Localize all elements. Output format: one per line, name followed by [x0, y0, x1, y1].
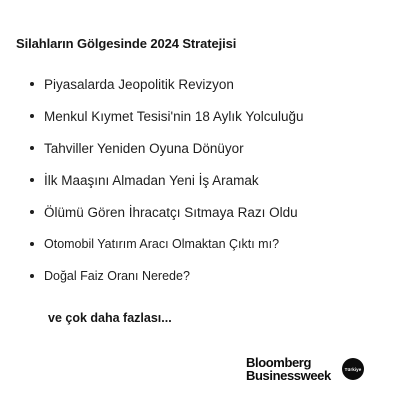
bullet-icon [30, 114, 34, 118]
article-list [30, 68, 303, 292]
bullet-icon [30, 82, 34, 86]
list-item [30, 260, 303, 292]
list-item [30, 196, 303, 228]
logo-line-1: Bloomberg [246, 355, 312, 370]
article-title: İlk Maaşını Almadan Yeni İş Aramak [44, 172, 259, 188]
bullet-icon [30, 146, 34, 150]
article-title: Doğal Faiz Oranı Nerede? [44, 269, 190, 283]
article-title: Tahviller Yeniden Oyuna Dönüyor [44, 140, 244, 156]
bullet-icon [30, 274, 34, 278]
list-item [30, 228, 303, 260]
turkiye-badge: Türkiye [342, 358, 364, 380]
logo-wordmark [246, 356, 331, 382]
article-title: Piyasalarda Jeopolitik Revizyon [44, 76, 234, 92]
list-item [30, 132, 303, 164]
bloomberg-businessweek-logo [246, 356, 386, 386]
page-title: Silahların Gölgesinde 2024 Stratejisi [16, 36, 237, 51]
article-title: Menkul Kıymet Tesisi'nin 18 Aylık Yolculuğu [44, 108, 304, 124]
list-item [30, 100, 303, 132]
bullet-icon [30, 178, 34, 182]
logo-line-2: Businessweek [246, 368, 331, 383]
list-item [30, 68, 303, 100]
more-text: ve çok daha fazlası... [48, 311, 172, 325]
article-title: Otomobil Yatırım Aracı Olmaktan Çıktı mı? [44, 237, 280, 251]
bullet-icon [30, 242, 34, 246]
article-title: Ölümü Gören İhracatçı Sıtmaya Razı Oldu [44, 204, 298, 220]
bullet-icon [30, 210, 34, 214]
list-item [30, 164, 303, 196]
